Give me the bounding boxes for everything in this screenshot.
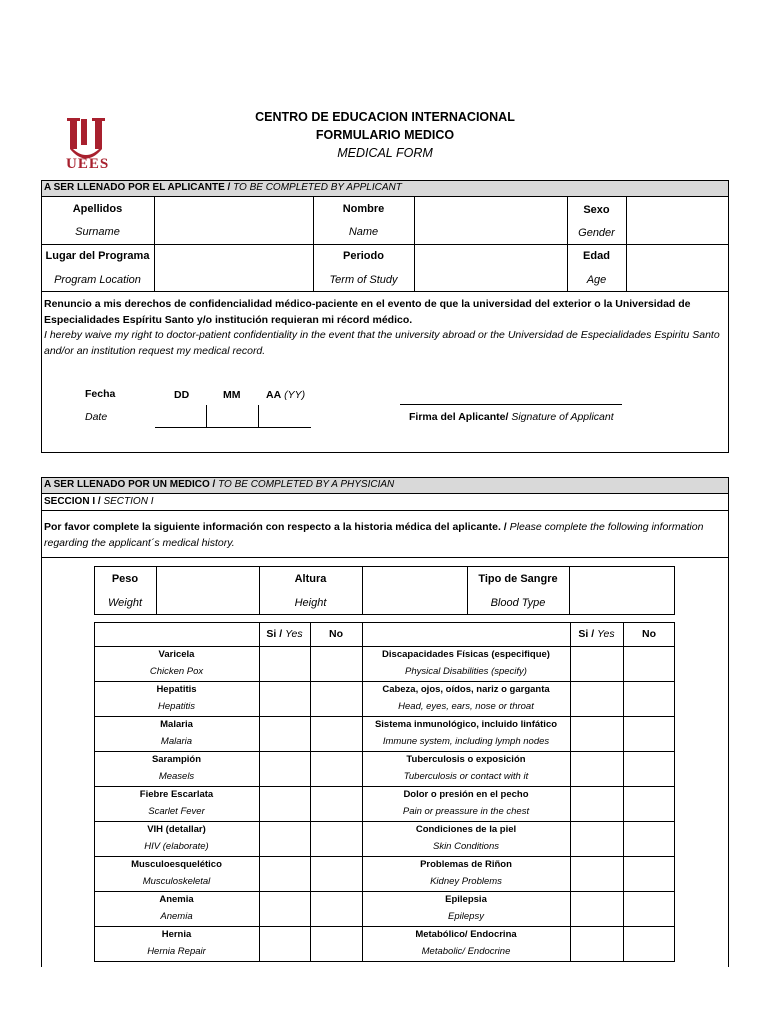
name-label: Nombre <box>342 203 385 215</box>
no-checkbox[interactable] <box>311 927 361 960</box>
no-checkbox[interactable] <box>311 682 361 715</box>
condition-name: Sistema inmunológico, incluido linfático <box>374 719 558 730</box>
condition-name: Tuberculosis o exposición <box>406 754 526 765</box>
yes-checkbox[interactable] <box>571 892 622 925</box>
no-checkbox[interactable] <box>624 927 674 960</box>
physician-section-title: A SER LLENADO POR UN MEDICO / <box>44 479 216 490</box>
condition-name: Varicela <box>158 649 195 660</box>
age-field[interactable] <box>627 245 728 290</box>
no-checkbox[interactable] <box>624 717 674 750</box>
no-checkbox[interactable] <box>311 822 361 855</box>
intro-text: Por favor complete la siguiente información con respecto a la historia médica del aplicante. / <box>44 521 507 533</box>
condition-name-en: Head, eyes, ears, nose or throat <box>398 701 534 712</box>
blood-type-field[interactable] <box>570 567 674 614</box>
no-checkbox[interactable] <box>311 857 361 890</box>
period-label-en: Term of Study <box>329 274 398 286</box>
surname-field[interactable] <box>155 198 312 243</box>
logo-text: UEES <box>66 156 110 172</box>
condition-name: Metabólico/ Endocrina <box>415 929 517 940</box>
yes-checkbox[interactable] <box>571 752 622 785</box>
yes-header-right-en: Yes <box>597 628 615 640</box>
name-label-en: Name <box>348 226 379 238</box>
condition-name-en: Scarlet Fever <box>148 806 205 817</box>
no-checkbox[interactable] <box>624 822 674 855</box>
no-checkbox[interactable] <box>311 647 361 680</box>
sex-label-en: Gender <box>578 227 615 239</box>
grid-line <box>41 557 729 558</box>
sex-label: Sexo <box>583 204 610 216</box>
condition-name-en: Malaria <box>160 736 193 747</box>
condition-name: Dolor o presión en el pecho <box>403 789 529 800</box>
section-one-title-en: SECTION I <box>103 496 154 507</box>
condition-name-en: Physical Disabilities (specify) <box>405 666 527 677</box>
date-label-en: Date <box>85 411 108 423</box>
yes-checkbox[interactable] <box>571 717 622 750</box>
yes-checkbox[interactable] <box>571 822 622 855</box>
yes-header-right: Si / <box>578 628 595 640</box>
form-title-en: MEDICAL FORM <box>337 146 433 160</box>
program-location-label: Lugar del Programa <box>45 250 150 262</box>
no-checkbox[interactable] <box>624 857 674 890</box>
condition-name: Malaria <box>160 719 193 730</box>
year-label-en: (YY) <box>284 389 306 401</box>
height-label-en: Height <box>294 597 327 609</box>
blood-type-label: Tipo de Sangre <box>478 573 558 585</box>
yes-checkbox[interactable] <box>571 927 622 960</box>
yes-checkbox[interactable] <box>260 682 309 715</box>
form-title: FORMULARIO MEDICO <box>315 128 455 142</box>
age-label-en: Age <box>586 274 607 286</box>
yes-checkbox[interactable] <box>571 787 622 820</box>
condition-name-en: Musculoskeletal <box>142 876 211 887</box>
condition-name-en: Pain or preassure in the chest <box>402 806 530 817</box>
weight-label: Peso <box>111 573 139 585</box>
no-checkbox[interactable] <box>311 752 361 785</box>
yes-checkbox[interactable] <box>260 752 309 785</box>
signature-label-en: Signature of Applicant <box>511 411 614 423</box>
day-field[interactable] <box>155 405 207 428</box>
condition-name: Discapacidades Físicas (especifique) <box>382 649 550 660</box>
name-field[interactable] <box>415 198 566 243</box>
yes-checkbox[interactable] <box>571 682 622 715</box>
yes-header: Si / <box>266 628 283 640</box>
condition-name-en: Skin Conditions <box>432 841 499 852</box>
condition-name: Epilepsia <box>445 894 487 905</box>
applicant-section-title: A SER LLENADO POR EL APLICANTE / <box>44 182 231 193</box>
condition-name-en: Metabolic/ Endocrine <box>421 946 511 957</box>
condition-name: Anemia <box>159 894 194 905</box>
condition-name: Problemas de Riñon <box>420 859 512 870</box>
height-label: Altura <box>294 573 327 585</box>
weight-label-en: Weight <box>107 597 143 609</box>
yes-checkbox[interactable] <box>571 647 622 680</box>
condition-name: Hernia <box>161 929 192 940</box>
no-checkbox[interactable] <box>311 717 361 750</box>
day-label: DD <box>174 389 190 401</box>
yes-checkbox[interactable] <box>571 857 622 890</box>
no-header: No <box>329 628 343 640</box>
condition-name: VIH (detallar) <box>147 824 206 835</box>
program-location-field[interactable] <box>155 245 312 290</box>
no-checkbox[interactable] <box>624 892 674 925</box>
month-field[interactable] <box>207 405 259 428</box>
yes-checkbox[interactable] <box>260 647 309 680</box>
condition-name-en: Immune system, including lymph nodes <box>382 736 550 747</box>
surname-label-en: Surname <box>75 226 120 238</box>
height-field[interactable] <box>363 567 466 614</box>
waiver-text-en: I hereby waive my right to doctor-patient confidentiality in the event that the university abroad or the Universidad de Especialidades Espiritu Santo and/or an institution request my medical record. <box>44 329 720 357</box>
condition-name-en: Kidney Problems <box>430 876 502 887</box>
condition-name: Sarampión <box>151 754 202 765</box>
signature-line[interactable] <box>400 404 622 406</box>
blood-type-label-en: Blood Type <box>490 597 546 609</box>
condition-name: Cabeza, ojos, oídos, nariz o garganta <box>382 684 550 695</box>
yes-header-en: Yes <box>285 628 303 640</box>
signature-label: Firma del Aplicante/ <box>409 411 509 423</box>
no-checkbox[interactable] <box>624 787 674 820</box>
waiver-text: Renuncio a mis derechos de confidencialidad médico-paciente en el evento de que la universidad del exterior o la Universidad de Especialidades Espíritu Santo y/o institución requieran mi récord médico. <box>44 298 691 326</box>
date-label: Fecha <box>85 388 116 400</box>
condition-name-en: Chicken Pox <box>149 666 204 677</box>
condition-name: Fiebre Escarlata <box>139 789 214 800</box>
no-checkbox[interactable] <box>311 892 361 925</box>
year-field[interactable] <box>259 405 311 428</box>
institution-name: CENTRO DE EDUCACION INTERNACIONAL <box>255 110 515 124</box>
no-checkbox[interactable] <box>624 682 674 715</box>
period-field[interactable] <box>415 245 566 290</box>
yes-checkbox[interactable] <box>260 787 309 820</box>
section-one-title: SECCION I / <box>44 496 101 507</box>
sex-field[interactable] <box>627 198 728 243</box>
no-checkbox[interactable] <box>624 752 674 785</box>
condition-name-en: Anemia <box>160 911 193 922</box>
condition-name-en: Tuberculosis or contact with it <box>403 771 529 782</box>
condition-name: Musculoesquelético <box>131 859 222 870</box>
surname-label: Apellidos <box>72 203 123 215</box>
yes-checkbox[interactable] <box>260 822 309 855</box>
no-checkbox[interactable] <box>624 647 674 680</box>
physician-section-title-en: TO BE COMPLETED BY A PHYSICIAN <box>218 479 395 490</box>
intro-text-en: Please complete the following information regarding the applicant´s medical history. <box>44 521 704 549</box>
no-checkbox[interactable] <box>311 787 361 820</box>
period-label: Periodo <box>343 250 384 262</box>
condition-name-en: Measels <box>158 771 195 782</box>
condition-name-en: Hernia Repair <box>147 946 206 957</box>
applicant-section-title-en: TO BE COMPLETED BY APPLICANT <box>233 182 402 193</box>
month-label: MM <box>223 389 241 401</box>
yes-checkbox[interactable] <box>260 927 309 960</box>
yes-checkbox[interactable] <box>260 892 309 925</box>
grid-line <box>41 291 729 292</box>
condition-name-en: HIV (elaborate) <box>144 841 209 852</box>
program-location-label-en: Program Location <box>54 274 141 286</box>
condition-name: Condiciones de la piel <box>415 824 517 835</box>
year-label: AA <box>266 389 282 401</box>
condition-name-en: Hepatitis <box>158 701 195 712</box>
no-header-right: No <box>642 628 656 640</box>
yes-checkbox[interactable] <box>260 857 309 890</box>
weight-field[interactable] <box>157 567 258 614</box>
condition-name-en: Epilepsy <box>448 911 484 922</box>
condition-name: Hepatitis <box>156 684 197 695</box>
yes-checkbox[interactable] <box>260 717 309 750</box>
age-label: Edad <box>583 250 610 262</box>
